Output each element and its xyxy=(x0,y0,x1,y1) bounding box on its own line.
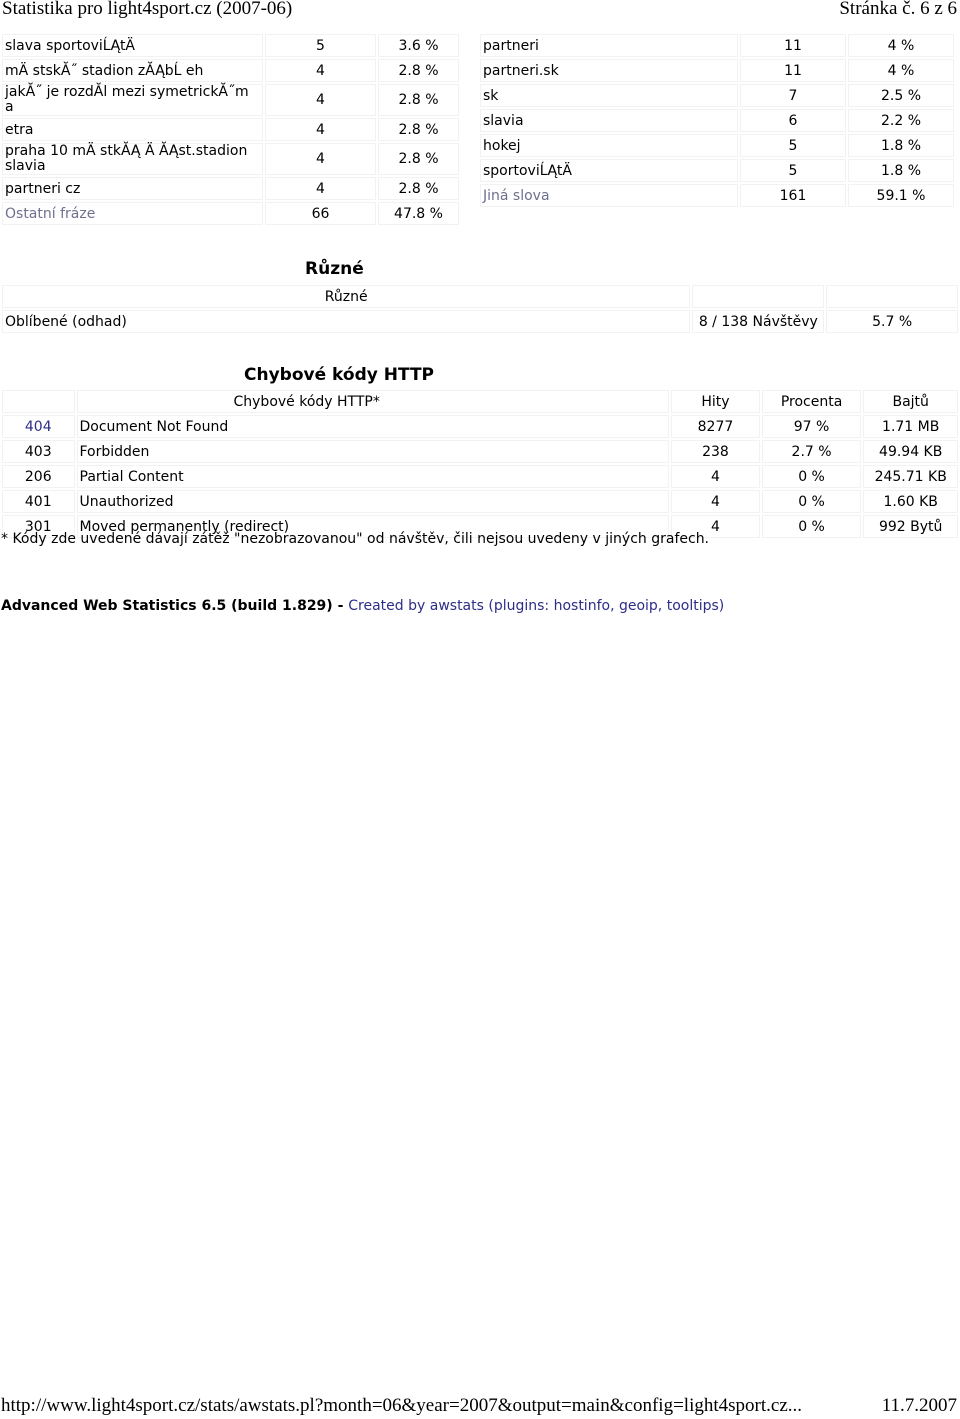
keyword-row xyxy=(480,84,954,107)
keyword-text: sk xyxy=(480,84,738,107)
footer-date: 11.7.2007 xyxy=(881,1395,957,1416)
keyword-percent: 1.8 % xyxy=(848,159,954,182)
keyword-row xyxy=(480,34,954,57)
phrase-hits: 4 xyxy=(265,118,376,141)
keyword-text: partneri xyxy=(480,34,738,57)
error-hits: 8277 xyxy=(671,415,759,438)
error-label: Partial Content xyxy=(77,465,670,488)
keyword-hits: 5 xyxy=(740,134,846,157)
keyword-percent: 2.5 % xyxy=(848,84,954,107)
errors-footnote: * Kódy zde uvedené dávají zátěž "nezobrazovanou" od návštěv, čili nejsou uvedeny v jiných grafech. xyxy=(1,531,710,547)
credits-line xyxy=(1,598,724,614)
misc-row-percent: 5.7 % xyxy=(826,310,958,333)
phrase-row xyxy=(2,118,459,141)
keyword-hits: 5 xyxy=(740,159,846,182)
phrase-other-hits: 66 xyxy=(265,202,376,225)
phrase-other-percent: 47.8 % xyxy=(378,202,459,225)
key-phrases-table xyxy=(0,32,461,227)
keyword-other-percent: 59.1 % xyxy=(848,184,954,207)
error-bytes: 49.94 KB xyxy=(863,440,958,463)
keyword-percent: 4 % xyxy=(848,59,954,82)
phrase-hits: 4 xyxy=(265,177,376,200)
phrase-hits: 4 xyxy=(265,143,376,175)
errors-header-label: Chybové kódy HTTP* xyxy=(77,390,670,413)
keyword-percent: 1.8 % xyxy=(848,134,954,157)
phrase-percent: 2.8 % xyxy=(378,177,459,200)
errors-header-bytes: Bajtů xyxy=(863,390,958,413)
errors-header-percent: Procenta xyxy=(762,390,862,413)
phrase-row xyxy=(2,177,459,200)
phrase-percent: 2.8 % xyxy=(378,143,459,175)
credits-separator: - xyxy=(332,598,349,614)
phrase-row xyxy=(2,84,459,116)
credits-product: Advanced Web Statistics 6.5 (build 1.829) xyxy=(1,598,333,614)
error-label: Unauthorized xyxy=(77,490,670,513)
phrase-percent: 2.8 % xyxy=(378,84,459,116)
phrase-hits: 5 xyxy=(265,34,376,57)
error-label: Forbidden xyxy=(77,440,670,463)
phrase-hits: 4 xyxy=(265,59,376,82)
keyword-hits: 11 xyxy=(740,59,846,82)
keyword-row xyxy=(480,59,954,82)
phrase-percent: 2.8 % xyxy=(378,118,459,141)
phrase-row xyxy=(2,34,459,57)
error-code[interactable]: 404 xyxy=(2,415,75,438)
error-bytes: 992 Bytů xyxy=(863,515,958,538)
keyword-text: slavia xyxy=(480,109,738,132)
phrase-other-row xyxy=(2,202,459,225)
keywords-table xyxy=(478,32,956,209)
misc-row-value: 8 / 138 Návštěvy xyxy=(692,310,824,333)
keyword-text: partneri.sk xyxy=(480,59,738,82)
phrase-text: slava sportoviĹĄtÄ xyxy=(2,34,263,57)
misc-section-title: Různé xyxy=(305,259,364,279)
phrase-other-label: Ostatní fráze xyxy=(2,202,263,225)
phrase-text: mÄ stskĂ˝ stadion zĂĄbĹ eh xyxy=(2,59,263,82)
error-hits: 238 xyxy=(671,440,759,463)
error-percent: 0 % xyxy=(762,515,862,538)
errors-section-title: Chybové kódy HTTP xyxy=(244,365,435,385)
phrase-percent: 2.8 % xyxy=(378,59,459,82)
error-hits: 4 xyxy=(671,465,759,488)
error-percent: 0 % xyxy=(762,465,862,488)
error-percent: 97 % xyxy=(762,415,862,438)
error-bytes: 1.60 KB xyxy=(863,490,958,513)
keyword-other-hits: 161 xyxy=(740,184,846,207)
keyword-percent: 2.2 % xyxy=(848,109,954,132)
phrase-text: etra xyxy=(2,118,263,141)
phrase-hits: 4 xyxy=(265,84,376,116)
error-label: Moved permanently (redirect) xyxy=(77,515,670,538)
error-hits: 4 xyxy=(671,515,759,538)
error-label: Document Not Found xyxy=(77,415,670,438)
phrase-row xyxy=(2,59,459,82)
keyword-other-label: Jiná slova xyxy=(480,184,738,207)
footer-url: http://www.light4sport.cz/stats/awstats.pl?month=06&year=2007&output=main&config=light4sport.cz... xyxy=(1,1395,802,1416)
misc-header-row xyxy=(2,285,958,308)
keyword-hits: 11 xyxy=(740,34,846,57)
error-code: 206 xyxy=(2,465,75,488)
misc-row-label: Oblíbené (odhad) xyxy=(2,310,690,333)
misc-table xyxy=(0,283,960,335)
page-title: Statistika pro light4sport.cz (2007-06) xyxy=(2,0,293,19)
error-code: 301 xyxy=(2,515,75,538)
error-row xyxy=(2,465,958,488)
keyword-hits: 6 xyxy=(740,109,846,132)
error-hits: 4 xyxy=(671,490,759,513)
http-errors-table xyxy=(0,388,960,540)
awstats-link[interactable]: Created by awstats (plugins: hostinfo, geoip, tooltips) xyxy=(348,598,725,614)
keyword-percent: 4 % xyxy=(848,34,954,57)
misc-row xyxy=(2,310,958,333)
phrase-text: praha 10 mÄ stkĂĄ Ä ĂĄst.stadion slavia xyxy=(2,143,263,175)
error-row xyxy=(2,440,958,463)
keyword-row xyxy=(480,109,954,132)
misc-header-label: Různé xyxy=(2,285,690,308)
phrase-text: jakĂ˝ je rozdĂl mezi symetrickĂ˝m a xyxy=(2,84,263,116)
keyword-row xyxy=(480,159,954,182)
keyword-text: sportoviĹĄtÄ xyxy=(480,159,738,182)
errors-header-hits: Hity xyxy=(671,390,759,413)
page-number: Stránka č. 6 z 6 xyxy=(839,0,957,19)
keyword-row xyxy=(480,134,954,157)
error-row xyxy=(2,415,958,438)
error-percent: 0 % xyxy=(762,490,862,513)
error-row xyxy=(2,490,958,513)
error-code: 401 xyxy=(2,490,75,513)
keyword-hits: 7 xyxy=(740,84,846,107)
keyword-other-row xyxy=(480,184,954,207)
phrase-text: partneri cz xyxy=(2,177,263,200)
error-bytes: 1.71 MB xyxy=(863,415,958,438)
errors-header-row xyxy=(2,390,958,413)
keyword-text: hokej xyxy=(480,134,738,157)
error-bytes: 245.71 KB xyxy=(863,465,958,488)
phrase-row xyxy=(2,143,459,175)
phrase-percent: 3.6 % xyxy=(378,34,459,57)
error-percent: 2.7 % xyxy=(762,440,862,463)
error-code: 403 xyxy=(2,440,75,463)
